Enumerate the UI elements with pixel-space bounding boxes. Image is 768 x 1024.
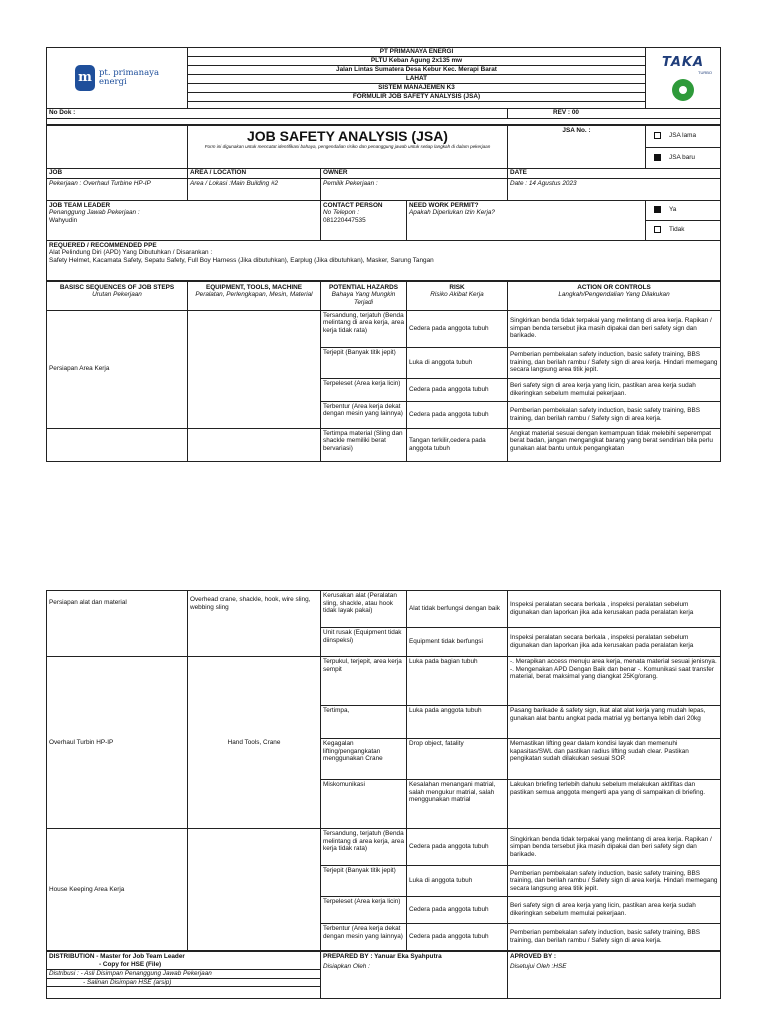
- checkbox-empty-icon[interactable]: [654, 226, 661, 233]
- col-title: BASISC SEQUENCES OF JOB STEPS: [59, 283, 175, 291]
- action-cell: -. Merapikan access menuju area kerja, menata material sesuai jenisnya. -. Mengenakan APD Dengan Baik dan benar -. Komunikasi saat transfer material, berat maksimal yang diangkat 25Kg/orang.: [508, 657, 721, 706]
- hazard-cell: Tersandung, terjatuh (Benda melintang di area kerja, area kerja tidak rata): [321, 829, 407, 866]
- risk-cell: Cedera pada anggota tubuh: [407, 310, 508, 347]
- col-sub: Risiko Akibat Kerja: [430, 291, 484, 299]
- header-line-1: PT PRIMANAYA ENERGI: [188, 48, 646, 57]
- risk-cell: Kesalahan menangani matrial, salah mengukur matrial, salah menggunakan matrial: [407, 780, 508, 829]
- step-cell: Persiapan alat dan material: [47, 591, 188, 657]
- equipment-cell: Overhead crane, shackle, hook, wire sling, webbing sling: [188, 591, 321, 657]
- ya-label: Ya: [669, 206, 677, 214]
- hazard-cell: Terbentur (Area kerja dekat dengan mesin yang lainnya): [321, 401, 407, 428]
- gear-icon: [672, 79, 694, 101]
- action-cell: Singkirkan benda tidak terpakai yang melintang di area kerja. Rapikan / simpan benda tersebut jika masih dipakai dan beri safety sign dan barikade.: [508, 829, 721, 866]
- table-row: [47, 591, 721, 628]
- col-sub: Urutan Pekerjaan: [92, 291, 142, 299]
- table-row: [47, 829, 721, 866]
- risk-cell: Equipment tidak berfungsi: [407, 628, 508, 657]
- equipment-cell: [188, 310, 321, 428]
- contact-value: 081220447535: [323, 216, 366, 224]
- col-header-hazards: [321, 281, 407, 310]
- hazard-cell: Terjepit (Banyak titik jepit): [321, 347, 407, 378]
- approved-label: APROVED BY :: [510, 953, 557, 960]
- tidak-label: Tidak: [669, 226, 685, 234]
- logo-text-line1: pt. primanaya: [98, 68, 160, 79]
- jsa-baru-option[interactable]: [646, 147, 721, 169]
- table-row: [47, 428, 721, 461]
- prepared-sub: Disiapkan Oleh :: [323, 962, 370, 970]
- jsa-form-page-2: [46, 590, 720, 999]
- step-cell: [47, 428, 188, 461]
- owner-value: Pemilik Pekerjaan :: [321, 178, 508, 200]
- title-cell: [188, 126, 508, 169]
- action-cell: Beri safety sign di area kerja yang licin, pastikan area kerja sudah dikeringkan sebelum memulai pekerjaan.: [508, 897, 721, 924]
- page-title: JOB SAFETY ANALYSIS (JSA): [247, 128, 448, 144]
- owner-label: OWNER: [321, 169, 508, 179]
- distribusi-line-2: - Salinan Disimpan HSE (arsip): [47, 978, 320, 988]
- ppe-cell: [47, 240, 721, 280]
- jsa-steps-table-page-1: [46, 281, 721, 462]
- hazard-cell: Terpukul, terjepit, area kerja sempit: [321, 657, 407, 706]
- col-header-steps: [47, 281, 188, 310]
- hazard-cell: Kerusakan alat (Peralatan sling, shackle, atau hook tidak layak pakai): [321, 591, 407, 628]
- primanaya-logo-icon: m: [75, 65, 95, 91]
- header-spacer: [188, 102, 646, 109]
- risk-cell: Luka pada anggota tubuh: [407, 706, 508, 739]
- table-row: [47, 657, 721, 706]
- logo-text-line2: energi: [98, 77, 127, 87]
- col-header-action: [508, 281, 721, 310]
- leader-sub: Penanggung Jawab Pekerjaan :: [49, 209, 140, 217]
- job-value: Pekerjaan : Overhaul Turbine HP-IP: [47, 178, 188, 200]
- distribution-label: DISTRIBUTION - Master for Job Team Leader: [49, 953, 185, 960]
- leader-label: JOB TEAM LEADER: [49, 201, 111, 209]
- permit-cell: [407, 200, 646, 240]
- action-cell: Pemberian pembekalan safety induction, basic safety training, BBS training, dan berilah rambu / Safety sign di area kerja. Hindari memegang secara langsung area titik jepit.: [508, 866, 721, 897]
- page-subtitle: Form ini digunakan untuk mencatat identifikasi bahaya, pengendalian risiko dan penanggung jawab untuk setiap langkah di dalam pekerjaan: [204, 144, 491, 149]
- equipment-cell: [188, 829, 321, 951]
- action-cell: Inspeksi peralatan secara berkala , inspeksi peralatan sebelum digunakan dan laporkan jika ada kerusakan pada peralatan kerja: [508, 628, 721, 657]
- contact-label: CONTACT PERSON: [323, 201, 383, 209]
- leader-name: Wahyudin: [49, 216, 78, 224]
- risk-cell: Luka pada bagian tubuh: [407, 657, 508, 706]
- risk-cell: Drop object, fatality: [407, 739, 508, 780]
- prepared-label: PREPARED BY : Yanuar Eka Syahputra: [323, 953, 442, 960]
- checkbox-checked-icon[interactable]: [654, 154, 661, 161]
- copy-label: - Copy for HSE (File): [99, 960, 162, 968]
- job-label: JOB: [47, 169, 188, 179]
- header-line-6: FORMULIR JOB SAFETY ANALYSIS (JSA): [188, 93, 646, 102]
- risk-cell: Cedera pada anggota tubuh: [407, 378, 508, 401]
- column-header-row: [47, 281, 721, 310]
- hazard-cell: Terjepit (Banyak titik jepit): [321, 866, 407, 897]
- header-table: [46, 47, 721, 125]
- risk-cell: Cedera pada anggota tubuh: [407, 829, 508, 866]
- permit-sub: Apakah Diperlukan Izin Kerja?: [409, 209, 495, 217]
- footer-table: [46, 951, 721, 999]
- hazard-cell: Tertimpa material (Sling dan shackle memiliki berat bervariasi): [321, 428, 407, 461]
- risk-cell: Cedera pada anggota tubuh: [407, 401, 508, 428]
- equipment-cell: [188, 428, 321, 461]
- hazard-cell: Terpeleset (Area kerja licin): [321, 897, 407, 924]
- team-leader-cell: [47, 200, 321, 240]
- action-cell: Inspeksi peralatan secara berkala , inspeksi peralatan sebelum digunakan dan laporkan jika ada kerusakan pada peralatan kerja: [508, 591, 721, 628]
- hazard-cell: Kegagalan lifting/pengangkatan menggunakan Crane: [321, 739, 407, 780]
- taka-logo-text: TAKA: [661, 55, 705, 71]
- col-title: ACTION OR CONTROLS: [577, 283, 651, 291]
- title-table: [46, 125, 721, 281]
- contact-sub: No Telepon :: [323, 209, 360, 217]
- area-value: Area / Lokasi :Main Building #2: [188, 178, 321, 200]
- spacer-row: [47, 119, 721, 125]
- step-cell: Overhaul Turbin HP-IP: [47, 657, 188, 829]
- risk-cell: Tangan terkilir,cedera pada anggota tubuh: [407, 428, 508, 461]
- checkbox-empty-icon[interactable]: [654, 132, 661, 139]
- col-sub: Langkah/Pengendalian Yang Dilakukan: [558, 291, 670, 299]
- jsa-no-label: JSA No. :: [508, 126, 646, 169]
- permit-ya-option[interactable]: [646, 200, 721, 220]
- action-cell: Memastikan lifting gear dalam kondisi layak dan memenuhi kapasitas/SWL dan pastikan radius lifting sudah clear. Pastikan pengikatan sudah dilakukan sesuai SOP.: [508, 739, 721, 780]
- equipment-cell: Hand Tools, Crane: [188, 657, 321, 829]
- action-cell: Lakukan briefing terlebih dahulu sebelum melakukan aktifitas dan pastikan semua anggota mengerti apa yang di sampaikan di briefing.: [508, 780, 721, 829]
- action-cell: Pemberian pembekalan safety induction, basic safety training, BBS training, dan berilah rambu / Safety sign di area kerja. Hindari memegang secara langsung area titik jepit.: [508, 347, 721, 378]
- taka-logo: [646, 48, 721, 109]
- date-value: Date : 14 Agustus 2023: [508, 178, 721, 200]
- area-label: AREA / LOCATION: [188, 169, 321, 179]
- jsa-steps-table-page-2: [46, 590, 721, 951]
- col-sub: Bahaya Yang Mungkin Terjadi: [331, 291, 396, 306]
- action-cell: Angkat material sesuai dengan kemampuan tidak melebihi seperempat berat badan, jangan mengangkat barang yang berat sendirian bila perlu gunakan alat bantu untuk pengangkatan: [508, 428, 721, 461]
- header-line-3: Jalan Lintas Sumatera Desa Kebur Kec. Merapi Barat: [188, 66, 646, 75]
- hazard-cell: Terpeleset (Area kerja licin): [321, 378, 407, 401]
- hazard-cell: Unit rusak (Equipment tidak diinspeksi): [321, 628, 407, 657]
- distribusi-line-1: Distribusi : - Asli Disimpan Penanggung Jawab Pekerjaan: [47, 969, 320, 978]
- date-label: DATE: [508, 169, 721, 179]
- checkbox-checked-icon[interactable]: [654, 206, 661, 213]
- action-cell: Beri safety sign di area kerja yang licin, pastikan area kerja sudah dikeringkan sebelum memulai pekerjaan.: [508, 378, 721, 401]
- action-cell: Pasang barikade & safety sign, ikat alat alat kerja yang mudah lepas, gunakan alat bantu angkat pada matrial yg bertanya lebih dari 20kg: [508, 706, 721, 739]
- risk-cell: Luka di anggota tubuh: [407, 866, 508, 897]
- jsa-form-page-1: [46, 47, 720, 462]
- hazard-cell: Miskomunikasi: [321, 780, 407, 829]
- risk-cell: Alat tidak berfungsi dengan baik: [407, 591, 508, 628]
- col-title: RISK: [449, 283, 465, 291]
- no-dok-label: No Dok :: [47, 109, 508, 119]
- header-line-2: PLTU Keban Agung 2x135 mw: [188, 57, 646, 66]
- action-cell: Singkirkan benda tidak terpakai yang melintang di area kerja. Rapikan / simpan benda tersebut jika masih dipakai dan beri safety sign dan barikade.: [508, 310, 721, 347]
- hazard-cell: Tertimpa,: [321, 706, 407, 739]
- risk-cell: Cedera pada anggota tubuh: [407, 897, 508, 924]
- jsa-lama-option[interactable]: [646, 126, 721, 148]
- col-sub: Peralatan, Perlengkapan, Mesin, Material: [195, 291, 313, 299]
- col-title: EQUIPMENT, TOOLS, MACHINE: [205, 283, 303, 291]
- hazard-cell: Tersandung, terjatuh (Benda melintang di area kerja, area kerja tidak rata): [321, 310, 407, 347]
- rev-label: REV : 00: [508, 109, 721, 119]
- permit-tidak-option[interactable]: [646, 220, 721, 240]
- title-left-blank: [47, 126, 188, 169]
- col-header-risk: [407, 281, 508, 310]
- jsa-baru-label: JSA baru: [669, 154, 695, 162]
- ppe-sub: Alat Pelindung Diri (APD) Yang Dibutuhkan / Disarankan :: [49, 249, 213, 257]
- permit-label: NEED WORK PERMIT?: [409, 201, 479, 209]
- col-header-equipment: [188, 281, 321, 310]
- step-cell: Persiapan Area Kerja: [47, 310, 188, 428]
- action-cell: Pemberian pembekalan safety induction, basic safety training, BBS training, dan berilah rambu / Safety sign di area kerja.: [508, 924, 721, 951]
- table-row: [47, 310, 721, 347]
- taka-logo-sub: TURBO: [698, 69, 712, 75]
- action-cell: Pemberian pembekalan safety induction, basic safety training, BBS training, dan berilah rambu / Safety sign di area kerja.: [508, 401, 721, 428]
- contact-cell: [321, 200, 407, 240]
- ppe-label: REQUERED / RECOMMENDED PPE: [49, 241, 157, 249]
- risk-cell: Cedera pada anggota tubuh: [407, 924, 508, 951]
- prepared-cell: [321, 952, 508, 999]
- header-line-5: SISTEM MANAJEMEN K3: [188, 84, 646, 93]
- ppe-value: Safety Helmet, Kacamata Safety, Sepatu Safety, Full Boy Harness (Jika dibutuhkan), Earplug (Jika dibutuhkan), Masker, Sarung Tangan: [49, 256, 434, 264]
- col-title: POTENTIAL HAZARDS: [328, 283, 399, 291]
- distribution-cell: [47, 952, 321, 999]
- header-line-4: LAHAT: [188, 75, 646, 84]
- approved-cell: [508, 952, 721, 999]
- hazard-cell: Terbentur (Area kerja dekat dengan mesin yang lainnya): [321, 924, 407, 951]
- company-logo: [47, 48, 188, 109]
- step-cell: House Keeping Area Kerja: [47, 829, 188, 951]
- jsa-lama-label: JSA lama: [669, 132, 696, 140]
- approved-sub: Disetujui Oleh :HSE: [510, 962, 567, 970]
- risk-cell: Luka di anggota tubuh: [407, 347, 508, 378]
